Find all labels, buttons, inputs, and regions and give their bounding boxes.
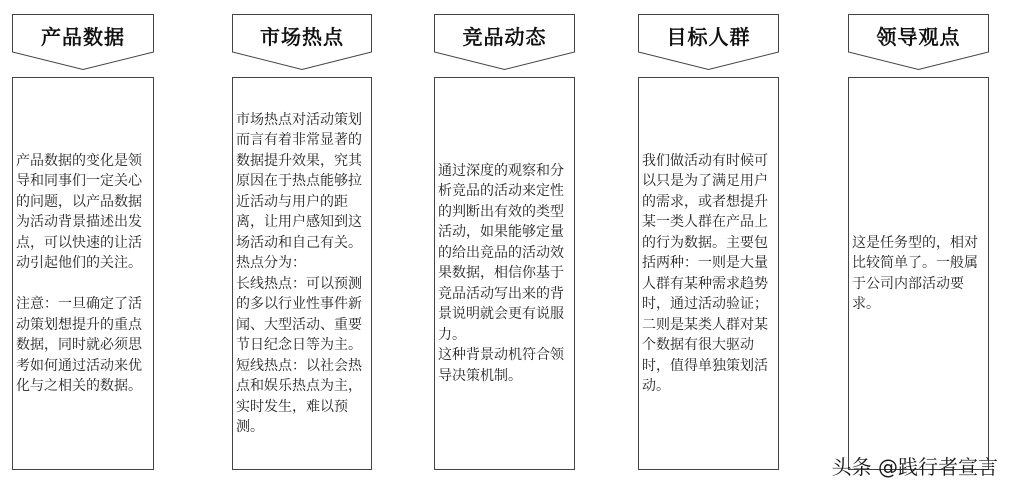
description-box <box>12 77 154 470</box>
header-tag <box>848 14 989 70</box>
description-text: 产品数据的变化是领导和同事们一定关心的问题，以产品数据为活动背景描述出发点，可以快速的让活动引起他们的关注。 注意：一旦确定了活动策划想提升的重点数据，同时就必须思考如何通过活动来优化与之相关的数据。 <box>16 152 142 394</box>
watermark-text: 头条 @践行者宣言 <box>831 455 998 479</box>
column-title: 竞品动态 <box>462 25 547 49</box>
description-text: 市场热点对活动策划而言有着非常显著的数据提升效果，究其原因在于热点能够拉近活动与用户的距离，让用户感知到这场活动和自己有关。 热点分为： 长线热点：可以预测的多以行业性事件新闻、大型活动、重要节日纪念日等为主。 短线热点：以社会热点和娱乐热点为主，实时发生，难以预测。 <box>236 111 362 435</box>
column-title: 市场热点 <box>260 25 344 49</box>
header-tag <box>434 14 575 70</box>
header-tag <box>232 14 372 70</box>
column-title: 目标人群 <box>666 25 751 49</box>
description-box <box>848 77 989 470</box>
column-title: 领导观点 <box>876 25 961 49</box>
column-title: 产品数据 <box>41 25 125 49</box>
description-box <box>434 77 575 470</box>
description-text: 这是任务型的，相对比较简单了。一般属于公司内部活动要求。 <box>852 234 978 312</box>
description-box <box>638 77 779 470</box>
description-text: 我们做活动有时候可以只是为了满足用户的需求，或者想提升某一类人群在产品上的行为数据。主要包括两种：一则是大量人群有某种需求趋势时，通过活动验证；二则是某类人群对某个数据有很大驱动时，值得单独策划活动。 <box>642 152 768 394</box>
description-text: 通过深度的观察和分析竞品的活动来定性的判断出有效的类型活动，如果能够定量的给出竞品的活动效果数据，相信你基于竞品活动写出来的背景说明就会更有说服力。 这种背景动机符合领导决策机制。 <box>438 162 564 384</box>
description-box <box>232 77 372 470</box>
header-tag <box>12 14 154 70</box>
header-tag <box>638 14 779 70</box>
